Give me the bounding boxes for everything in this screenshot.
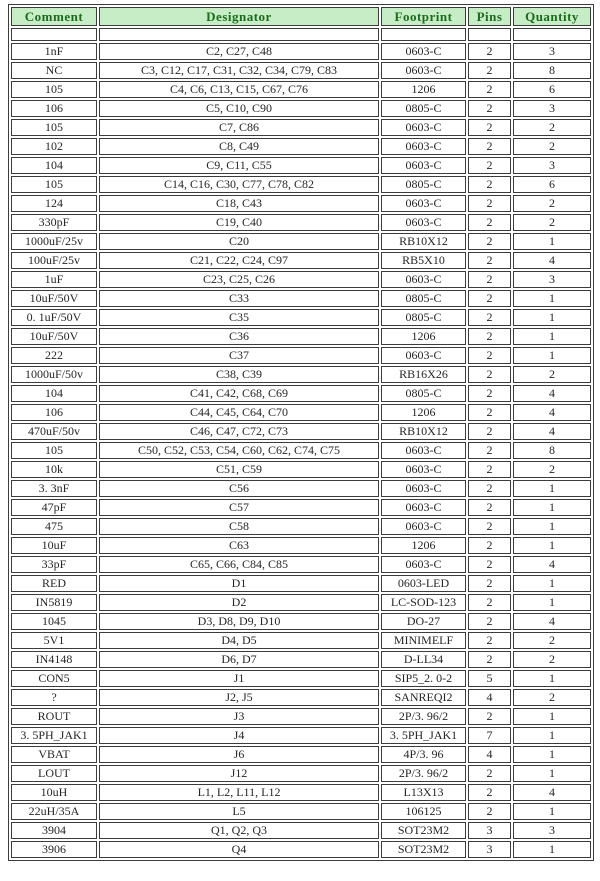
cell: 2 [513, 461, 591, 478]
table-row [11, 214, 591, 231]
table-row [11, 651, 591, 668]
cell: 2 [468, 347, 511, 364]
cell: 2 [513, 632, 591, 649]
cell: C50, C52, C53, C54, C60, C62, C74, C75 [99, 442, 379, 459]
cell: 2 [513, 138, 591, 155]
cell: 2 [468, 62, 511, 79]
cell: 106 [11, 100, 97, 117]
cell: 2 [468, 613, 511, 630]
cell: 1206 [381, 81, 466, 98]
cell: 2 [468, 803, 511, 820]
table-row [11, 347, 591, 364]
cell: RED [11, 575, 97, 592]
cell: C44, C45, C64, C70 [99, 404, 379, 421]
table-row [11, 290, 591, 307]
cell: 1206 [381, 537, 466, 554]
cell: D3, D8, D9, D10 [99, 613, 379, 630]
cell: 1000uF/25v [11, 233, 97, 250]
cell: 0603-C [381, 119, 466, 136]
cell: 2 [468, 43, 511, 60]
cell: 10uH [11, 784, 97, 801]
cell: 0805-C [381, 290, 466, 307]
table-row [11, 575, 591, 592]
cell: MINIMELF [381, 632, 466, 649]
cell: 106125 [381, 803, 466, 820]
cell: D4, D5 [99, 632, 379, 649]
cell: 1045 [11, 613, 97, 630]
cell: SOT23M2 [381, 822, 466, 839]
cell: 3904 [11, 822, 97, 839]
cell: 1206 [381, 404, 466, 421]
cell: RB16X26 [381, 366, 466, 383]
table-row [11, 233, 591, 250]
cell: LC-SOD-123 [381, 594, 466, 611]
cell: C57 [99, 499, 379, 516]
table-row [11, 442, 591, 459]
cell: L13X13 [381, 784, 466, 801]
cell: 1uF [11, 271, 97, 288]
cell: 2 [468, 100, 511, 117]
cell: C35 [99, 309, 379, 326]
cell: C23, C25, C26 [99, 271, 379, 288]
cell: C65, C66, C84, C85 [99, 556, 379, 573]
cell: 1 [513, 309, 591, 326]
table-row [11, 480, 591, 497]
cell: C3, C12, C17, C31, C32, C34, C79, C83 [99, 62, 379, 79]
cell: LOUT [11, 765, 97, 782]
cell: RB5X10 [381, 252, 466, 269]
table-row [11, 62, 591, 79]
cell: C2, C27, C48 [99, 43, 379, 60]
cell: 2 [468, 442, 511, 459]
cell: 1 [513, 727, 591, 744]
cell: C46, C47, C72, C73 [99, 423, 379, 440]
cell: 0603-C [381, 138, 466, 155]
cell: 102 [11, 138, 97, 155]
cell: 0603-C [381, 518, 466, 535]
cell: 2P/3. 96/2 [381, 708, 466, 725]
cell: 2 [513, 214, 591, 231]
table-row [11, 822, 591, 839]
cell: 4 [468, 689, 511, 706]
cell: 4 [513, 423, 591, 440]
table-row [11, 632, 591, 649]
cell: 3 [513, 822, 591, 839]
cell: J4 [99, 727, 379, 744]
cell: 2 [468, 138, 511, 155]
cell: L1, L2, L11, L12 [99, 784, 379, 801]
cell: ROUT [11, 708, 97, 725]
header-pins: Pins [468, 7, 511, 26]
cell: 3. 5PH_JAK1 [11, 727, 97, 744]
cell: 0805-C [381, 100, 466, 117]
table-row [11, 43, 591, 60]
cell: 10uF [11, 537, 97, 554]
cell: 1 [513, 765, 591, 782]
table-row [11, 385, 591, 402]
cell: C7, C86 [99, 119, 379, 136]
cell: J12 [99, 765, 379, 782]
cell: C37 [99, 347, 379, 364]
cell: 1 [513, 803, 591, 820]
cell: 124 [11, 195, 97, 212]
cell: 2 [468, 119, 511, 136]
cell: C8, C49 [99, 138, 379, 155]
cell: 2 [468, 252, 511, 269]
table-row [11, 100, 591, 117]
cell: C33 [99, 290, 379, 307]
table-row [11, 537, 591, 554]
table-row [11, 746, 591, 763]
cell: 8 [513, 442, 591, 459]
cell: 1 [513, 841, 591, 858]
spacer-row [11, 28, 591, 41]
table-row [11, 119, 591, 136]
cell: C18, C43 [99, 195, 379, 212]
table-row [11, 461, 591, 478]
cell: RB10X12 [381, 423, 466, 440]
cell: 1000uF/50v [11, 366, 97, 383]
cell: 2 [468, 423, 511, 440]
cell: 2 [468, 404, 511, 421]
cell: 4 [513, 385, 591, 402]
cell: C41, C42, C68, C69 [99, 385, 379, 402]
cell: 0603-C [381, 157, 466, 174]
cell: C36 [99, 328, 379, 345]
cell: 0. 1uF/50V [11, 309, 97, 326]
cell: L5 [99, 803, 379, 820]
cell: 1 [513, 594, 591, 611]
cell: DO-27 [381, 613, 466, 630]
cell: 2 [468, 556, 511, 573]
cell: 2 [468, 518, 511, 535]
table-row [11, 423, 591, 440]
cell: C38, C39 [99, 366, 379, 383]
cell: 3 [513, 100, 591, 117]
cell: 2 [468, 81, 511, 98]
table-body [11, 43, 591, 858]
cell: 2 [468, 157, 511, 174]
cell: 1 [513, 708, 591, 725]
cell: 3. 5PH_JAK1 [381, 727, 466, 744]
cell: 222 [11, 347, 97, 364]
cell: 10uF/50V [11, 290, 97, 307]
table-row [11, 195, 591, 212]
cell: 0805-C [381, 176, 466, 193]
cell: NC [11, 62, 97, 79]
table-row [11, 727, 591, 744]
table-row [11, 81, 591, 98]
cell: 106 [11, 404, 97, 421]
spacer-cell [11, 28, 97, 41]
cell: 1 [513, 518, 591, 535]
cell: 2 [468, 594, 511, 611]
table-row [11, 309, 591, 326]
cell: D2 [99, 594, 379, 611]
cell: 33pF [11, 556, 97, 573]
cell: 3 [468, 841, 511, 858]
cell: C9, C11, C55 [99, 157, 379, 174]
cell: VBAT [11, 746, 97, 763]
cell: SANREQI2 [381, 689, 466, 706]
cell: 104 [11, 157, 97, 174]
cell: 3906 [11, 841, 97, 858]
cell: 2 [468, 233, 511, 250]
cell: 100uF/25v [11, 252, 97, 269]
cell: 0603-C [381, 62, 466, 79]
table-row [11, 518, 591, 535]
cell: 475 [11, 518, 97, 535]
cell: CON5 [11, 670, 97, 687]
cell: 0805-C [381, 385, 466, 402]
cell: J1 [99, 670, 379, 687]
cell: 2 [468, 328, 511, 345]
cell: 2 [468, 708, 511, 725]
cell: 0603-LED [381, 575, 466, 592]
cell: 0805-C [381, 309, 466, 326]
cell: 4 [468, 746, 511, 763]
cell: 105 [11, 442, 97, 459]
cell: 2 [468, 575, 511, 592]
table-row [11, 613, 591, 630]
cell: C4, C6, C13, C15, C67, C76 [99, 81, 379, 98]
cell: 1 [513, 347, 591, 364]
cell: 3 [468, 822, 511, 839]
table-row [11, 404, 591, 421]
cell: C14, C16, C30, C77, C78, C82 [99, 176, 379, 193]
cell: ? [11, 689, 97, 706]
table-row [11, 328, 591, 345]
cell: C56 [99, 480, 379, 497]
cell: 2 [468, 537, 511, 554]
header-quantity: Quantity [513, 7, 591, 26]
cell: 6 [513, 176, 591, 193]
cell: 3 [513, 157, 591, 174]
spacer-cell [513, 28, 591, 41]
cell: 1 [513, 233, 591, 250]
cell: 0603-C [381, 271, 466, 288]
cell: 0603-C [381, 442, 466, 459]
cell: J3 [99, 708, 379, 725]
table-row [11, 556, 591, 573]
cell: D-LL34 [381, 651, 466, 668]
cell: 1 [513, 746, 591, 763]
spacer-cell [381, 28, 466, 41]
table-row [11, 271, 591, 288]
cell: J2, J5 [99, 689, 379, 706]
cell: 5V1 [11, 632, 97, 649]
cell: 7 [468, 727, 511, 744]
header-footprint: Footprint [381, 7, 466, 26]
cell: IN4148 [11, 651, 97, 668]
cell: 3 [513, 43, 591, 60]
table-row [11, 670, 591, 687]
cell: Q1, Q2, Q3 [99, 822, 379, 839]
cell: 2 [468, 366, 511, 383]
spacer-cell [468, 28, 511, 41]
cell: 2 [468, 176, 511, 193]
cell: 4 [513, 613, 591, 630]
cell: 4 [513, 784, 591, 801]
cell: 1 [513, 328, 591, 345]
cell: 0603-C [381, 461, 466, 478]
header-row [11, 7, 591, 26]
cell: 2 [513, 119, 591, 136]
cell: 2 [468, 651, 511, 668]
cell: 1 [513, 537, 591, 554]
cell: 1206 [381, 328, 466, 345]
table-row [11, 176, 591, 193]
table-row [11, 765, 591, 782]
table-row [11, 689, 591, 706]
cell: 2 [513, 366, 591, 383]
cell: C63 [99, 537, 379, 554]
cell: 2 [468, 271, 511, 288]
cell: RB10X12 [381, 233, 466, 250]
cell: 0603-C [381, 214, 466, 231]
cell: D1 [99, 575, 379, 592]
cell: SIP5_2. 0-2 [381, 670, 466, 687]
table-row [11, 157, 591, 174]
cell: 1 [513, 290, 591, 307]
table-row [11, 594, 591, 611]
cell: 10uF/50V [11, 328, 97, 345]
cell: 2 [468, 214, 511, 231]
cell: D6, D7 [99, 651, 379, 668]
cell: SOT23M2 [381, 841, 466, 858]
table-row [11, 499, 591, 516]
cell: 2 [513, 689, 591, 706]
cell: C19, C40 [99, 214, 379, 231]
cell: 2 [468, 290, 511, 307]
cell: 47pF [11, 499, 97, 516]
cell: 470uF/50v [11, 423, 97, 440]
cell: 2 [513, 651, 591, 668]
cell: 0603-C [381, 43, 466, 60]
cell: 1 [513, 670, 591, 687]
cell: J6 [99, 746, 379, 763]
cell: 10k [11, 461, 97, 478]
cell: 2 [468, 195, 511, 212]
spacer-cell [99, 28, 379, 41]
cell: 0603-C [381, 347, 466, 364]
cell: 4 [513, 556, 591, 573]
cell: C58 [99, 518, 379, 535]
cell: 6 [513, 81, 591, 98]
cell: 2 [513, 195, 591, 212]
cell: 2 [468, 480, 511, 497]
cell: 0603-C [381, 195, 466, 212]
cell: 1 [513, 575, 591, 592]
cell: C20 [99, 233, 379, 250]
header-comment: Comment [11, 7, 97, 26]
table-row [11, 252, 591, 269]
header-designator: Designator [99, 7, 379, 26]
cell: 2 [468, 385, 511, 402]
bom-table [8, 4, 594, 861]
cell: 4 [513, 404, 591, 421]
table-row [11, 784, 591, 801]
cell: 1 [513, 480, 591, 497]
cell: C5, C10, C90 [99, 100, 379, 117]
table-row [11, 366, 591, 383]
cell: 2 [468, 765, 511, 782]
cell: 4P/3. 96 [381, 746, 466, 763]
cell: 22uH/35A [11, 803, 97, 820]
cell: 4 [513, 252, 591, 269]
cell: 2 [468, 632, 511, 649]
cell: 1nF [11, 43, 97, 60]
cell: 2 [468, 461, 511, 478]
cell: 1 [513, 499, 591, 516]
cell: Q4 [99, 841, 379, 858]
cell: 8 [513, 62, 591, 79]
cell: 105 [11, 119, 97, 136]
cell: 104 [11, 385, 97, 402]
table-row [11, 803, 591, 820]
cell: 3. 3nF [11, 480, 97, 497]
cell: 2 [468, 499, 511, 516]
cell: 3 [513, 271, 591, 288]
cell: 2P/3. 96/2 [381, 765, 466, 782]
cell: 105 [11, 81, 97, 98]
cell: 5 [468, 670, 511, 687]
cell: 0603-C [381, 480, 466, 497]
table-row [11, 138, 591, 155]
cell: C51, C59 [99, 461, 379, 478]
table-row [11, 708, 591, 725]
cell: 105 [11, 176, 97, 193]
cell: IN5819 [11, 594, 97, 611]
cell: 0603-C [381, 499, 466, 516]
cell: C21, C22, C24, C97 [99, 252, 379, 269]
cell: 2 [468, 309, 511, 326]
cell: 0603-C [381, 556, 466, 573]
cell: 330pF [11, 214, 97, 231]
cell: 2 [468, 784, 511, 801]
table-row [11, 841, 591, 858]
